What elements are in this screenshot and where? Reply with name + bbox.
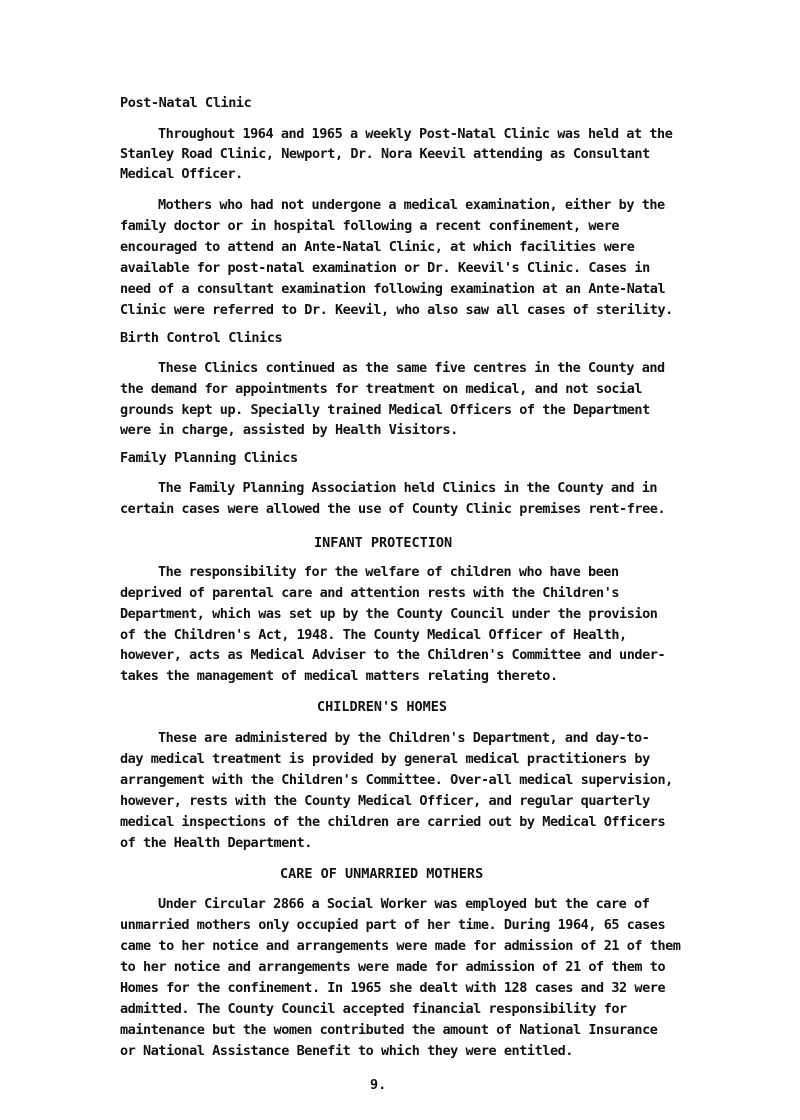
paragraph-line: available for post-natal examination or Dr. Keevil's Clinic. Cases in [120, 260, 650, 276]
heading-post-natal-clinic: Post-Natal Clinic [120, 95, 252, 111]
paragraph-line: the demand for appointments for treatment on medical, and not social [120, 381, 643, 397]
paragraph-line: maintenance but the women contributed the amount of National Insurance [120, 1022, 658, 1038]
paragraph-line: These are administered by the Children's Department, and day-to- [158, 730, 650, 746]
paragraph-line: to her notice and arrangements were made for admission of 21 of them to [120, 959, 666, 975]
paragraph-line: however, acts as Medical Adviser to the Children's Committee and under- [120, 647, 666, 663]
page-number: 9. [370, 1077, 387, 1093]
paragraph-line: Under Circular 2866 a Social Worker was employed but the care of [158, 896, 650, 912]
paragraph-line: takes the management of medical matters relating thereto. [120, 668, 558, 684]
paragraph-line: Throughout 1964 and 1965 a weekly Post-Natal Clinic was held at the [158, 126, 673, 142]
heading-birth-control-clinics: Birth Control Clinics [120, 330, 283, 346]
paragraph-line: were in charge, assisted by Health Visitors. [120, 422, 458, 438]
paragraph-line: came to her notice and arrangements were made for admission of 21 of them [120, 938, 681, 954]
paragraph-line: day medical treatment is provided by general medical practitioners by [120, 751, 650, 767]
heading-childrens-homes: CHILDREN'S HOMES [317, 699, 448, 715]
paragraph-line: admitted. The County Council accepted financial responsibility for [120, 1001, 627, 1017]
paragraph-line: need of a consultant examination following examination at an Ante-Natal [120, 281, 666, 297]
paragraph-line: The responsibility for the welfare of children who have been [158, 564, 619, 580]
paragraph-line: Mothers who had not undergone a medical examination, either by the [158, 197, 665, 213]
paragraph-line: certain cases were allowed the use of County Clinic premises rent-free. [120, 501, 666, 517]
paragraph-line: Homes for the confinement. In 1965 she dealt with 128 cases and 32 were [120, 980, 666, 996]
paragraph-line: of the Children's Act, 1948. The County Medical Officer of Health, [120, 627, 627, 643]
paragraph-line: The Family Planning Association held Clinics in the County and in [158, 480, 658, 496]
paragraph-line: however, rests with the County Medical Officer, and regular quarterly [120, 793, 650, 809]
heading-care-of-unmarried-mothers: CARE OF UNMARRIED MOTHERS [280, 866, 484, 882]
paragraph-line: unmarried mothers only occupied part of her time. During 1964, 65 cases [120, 917, 666, 933]
paragraph-line: medical inspections of the children are carried out by Medical Officers [120, 814, 666, 830]
paragraph-line: Department, which was set up by the County Council under the provision [120, 606, 658, 622]
paragraph-line: or National Assistance Benefit to which they were entitled. [120, 1043, 573, 1059]
paragraph-line: Clinic were referred to Dr. Keevil, who also saw all cases of sterility. [120, 302, 673, 318]
paragraph-line: grounds kept up. Specially trained Medical Officers of the Department [120, 402, 650, 418]
paragraph-line: encouraged to attend an Ante-Natal Clinic, at which facilities were [120, 239, 635, 255]
heading-family-planning-clinics: Family Planning Clinics [120, 450, 298, 466]
paragraph-line: deprived of parental care and attention rests with the Children's [120, 585, 620, 601]
heading-infant-protection: INFANT PROTECTION [314, 535, 453, 551]
paragraph-line: arrangement with the Children's Committee. Over-all medical supervision, [120, 772, 673, 788]
paragraph-line: family doctor or in hospital following a recent confinement, were [120, 218, 620, 234]
paragraph-line: of the Health Department. [120, 835, 312, 851]
paragraph-line: Stanley Road Clinic, Newport, Dr. Nora Keevil attending as Consultant [120, 146, 650, 162]
paragraph-line: Medical Officer. [120, 166, 243, 182]
paragraph-line: These Clinics continued as the same five centres in the County and [158, 360, 665, 376]
